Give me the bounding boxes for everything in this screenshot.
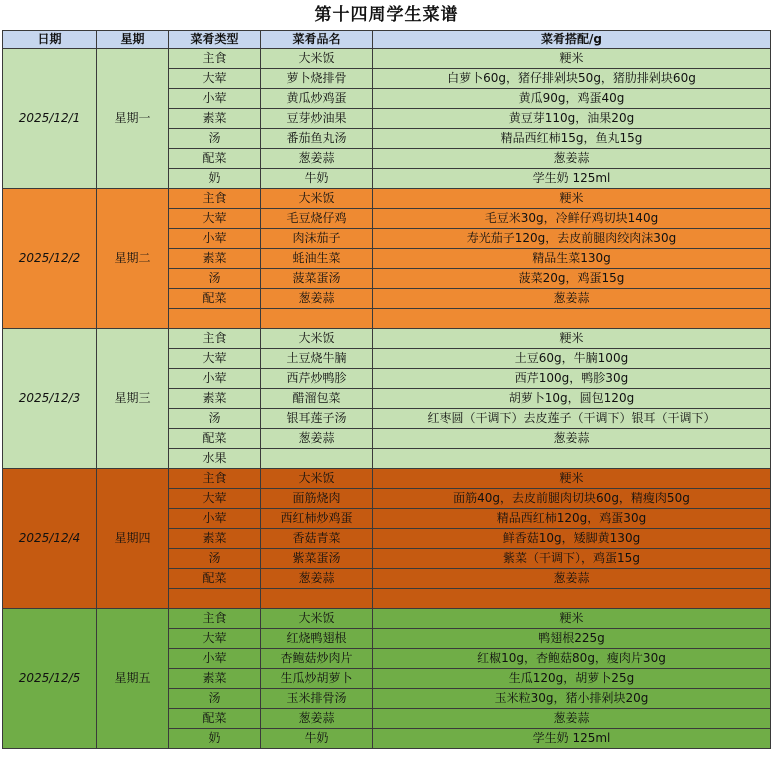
- dish-type-cell: 大荤: [169, 489, 261, 509]
- dish-type-cell: [169, 309, 261, 329]
- dish-type-cell: 素菜: [169, 389, 261, 409]
- day-date: 2025/12/1: [3, 49, 97, 189]
- dish-type-cell: 素菜: [169, 109, 261, 129]
- ingredients-cell: 粳米: [373, 189, 771, 209]
- page-title: 第十四周学生菜谱: [314, 5, 459, 25]
- ingredients-cell: 精品西红柿15g，鱼丸15g: [373, 129, 771, 149]
- dish-type-cell: 素菜: [169, 529, 261, 549]
- ingredients-cell: 玉米粒30g，猪小排剁块20g: [373, 689, 771, 709]
- dish-name-cell: 大米饭: [261, 469, 373, 489]
- day-date: 2025/12/4: [3, 469, 97, 609]
- dish-type-cell: 奶: [169, 729, 261, 749]
- ingredients-cell: [373, 589, 771, 609]
- dish-type-cell: 大荤: [169, 209, 261, 229]
- dish-type-cell: 汤: [169, 269, 261, 289]
- header-dish-type: 菜肴类型: [169, 31, 261, 49]
- day-weekday: 星期四: [97, 469, 169, 609]
- dish-type-cell: 大荤: [169, 349, 261, 369]
- ingredients-cell: 白萝卜60g，猪仔排剁块50g，猪肋排剁块60g: [373, 69, 771, 89]
- header-date: 日期: [3, 31, 97, 49]
- dish-name-cell: [261, 589, 373, 609]
- dish-name-cell: 葱姜蒜: [261, 429, 373, 449]
- day-weekday: 星期三: [97, 329, 169, 469]
- day-weekday: 星期五: [97, 609, 169, 749]
- dish-type-cell: 主食: [169, 49, 261, 69]
- dish-type-cell: 小荤: [169, 229, 261, 249]
- day-weekday: 星期二: [97, 189, 169, 329]
- dish-type-cell: 大荤: [169, 69, 261, 89]
- ingredients-cell: 紫菜（干调下），鸡蛋15g: [373, 549, 771, 569]
- ingredients-cell: 学生奶 125ml: [373, 729, 771, 749]
- dish-type-cell: 小荤: [169, 649, 261, 669]
- dish-name-cell: 毛豆烧仔鸡: [261, 209, 373, 229]
- dish-name-cell: 西芹炒鸭胗: [261, 369, 373, 389]
- dish-name-cell: 玉米排骨汤: [261, 689, 373, 709]
- dish-type-cell: 主食: [169, 469, 261, 489]
- dish-name-cell: 紫菜蛋汤: [261, 549, 373, 569]
- ingredients-cell: 黄豆芽110g，油果20g: [373, 109, 771, 129]
- dish-type-cell: 配菜: [169, 149, 261, 169]
- dish-type-cell: 汤: [169, 689, 261, 709]
- ingredients-cell: 红椒10g，杏鲍菇80g，瘦肉片30g: [373, 649, 771, 669]
- ingredients-cell: 寿光茄子120g，去皮前腿肉绞肉沫30g: [373, 229, 771, 249]
- dish-type-cell: 大荤: [169, 629, 261, 649]
- header-ingredients: 菜肴搭配/g: [373, 31, 771, 49]
- menu-row: [3, 609, 771, 629]
- dish-type-cell: 配菜: [169, 569, 261, 589]
- dish-name-cell: 黄瓜炒鸡蛋: [261, 89, 373, 109]
- day-date: 2025/12/5: [3, 609, 97, 749]
- dish-name-cell: 面筋烧肉: [261, 489, 373, 509]
- menu-row: [3, 469, 771, 489]
- ingredients-cell: 生瓜120g，胡萝卜25g: [373, 669, 771, 689]
- dish-type-cell: 素菜: [169, 249, 261, 269]
- dish-name-cell: 番茄鱼丸汤: [261, 129, 373, 149]
- dish-name-cell: 生瓜炒胡萝卜: [261, 669, 373, 689]
- dish-name-cell: 醋溜包菜: [261, 389, 373, 409]
- menu-table: [2, 30, 771, 749]
- ingredients-cell: 红枣圆（干调下）去皮莲子（干调下）银耳（干调下）: [373, 409, 771, 429]
- header-weekday: 星期: [97, 31, 169, 49]
- dish-type-cell: 主食: [169, 329, 261, 349]
- dish-type-cell: 小荤: [169, 369, 261, 389]
- ingredients-cell: 精品生菜130g: [373, 249, 771, 269]
- ingredients-cell: 黄瓜90g，鸡蛋40g: [373, 89, 771, 109]
- ingredients-cell: 粳米: [373, 469, 771, 489]
- dish-name-cell: 葱姜蒜: [261, 289, 373, 309]
- dish-name-cell: 牛奶: [261, 169, 373, 189]
- ingredients-cell: 粳米: [373, 49, 771, 69]
- dish-type-cell: 主食: [169, 189, 261, 209]
- ingredients-cell: 葱姜蒜: [373, 569, 771, 589]
- dish-name-cell: 大米饭: [261, 189, 373, 209]
- dish-name-cell: 大米饭: [261, 329, 373, 349]
- header-dish-name: 菜肴品名: [261, 31, 373, 49]
- dish-name-cell: 西红柿炒鸡蛋: [261, 509, 373, 529]
- dish-type-cell: 配菜: [169, 429, 261, 449]
- header-row: [3, 31, 771, 49]
- dish-name-cell: [261, 309, 373, 329]
- ingredients-cell: 鲜香菇10g，矮脚黄130g: [373, 529, 771, 549]
- dish-type-cell: 汤: [169, 549, 261, 569]
- ingredients-cell: 土豆60g，牛腩100g: [373, 349, 771, 369]
- ingredients-cell: 学生奶 125ml: [373, 169, 771, 189]
- menu-row: [3, 329, 771, 349]
- dish-name-cell: 葱姜蒜: [261, 149, 373, 169]
- dish-type-cell: 配菜: [169, 709, 261, 729]
- ingredients-cell: 面筋40g，去皮前腿肉切块60g，精瘦肉50g: [373, 489, 771, 509]
- dish-name-cell: [261, 449, 373, 469]
- dish-name-cell: 大米饭: [261, 609, 373, 629]
- ingredients-cell: 西芹100g，鸭胗30g: [373, 369, 771, 389]
- dish-name-cell: 萝卜烧排骨: [261, 69, 373, 89]
- ingredients-cell: 葱姜蒜: [373, 289, 771, 309]
- menu-row: [3, 189, 771, 209]
- dish-type-cell: 素菜: [169, 669, 261, 689]
- dish-name-cell: 土豆烧牛腩: [261, 349, 373, 369]
- ingredients-cell: 精品西红柿120g，鸡蛋30g: [373, 509, 771, 529]
- dish-type-cell: 配菜: [169, 289, 261, 309]
- dish-name-cell: 牛奶: [261, 729, 373, 749]
- dish-type-cell: 小荤: [169, 509, 261, 529]
- ingredients-cell: [373, 449, 771, 469]
- dish-name-cell: 香菇青菜: [261, 529, 373, 549]
- ingredients-cell: 菠菜20g，鸡蛋15g: [373, 269, 771, 289]
- ingredients-cell: 毛豆米30g，冷鲜仔鸡切块140g: [373, 209, 771, 229]
- ingredients-cell: 葱姜蒜: [373, 709, 771, 729]
- ingredients-cell: [373, 309, 771, 329]
- dish-type-cell: 汤: [169, 129, 261, 149]
- dish-name-cell: 银耳莲子汤: [261, 409, 373, 429]
- ingredients-cell: 胡萝卜10g，圆包120g: [373, 389, 771, 409]
- dish-name-cell: 杏鲍菇炒肉片: [261, 649, 373, 669]
- dish-name-cell: 肉沫茄子: [261, 229, 373, 249]
- ingredients-cell: 葱姜蒜: [373, 149, 771, 169]
- dish-name-cell: 菠菜蛋汤: [261, 269, 373, 289]
- day-weekday: 星期一: [97, 49, 169, 189]
- dish-name-cell: 大米饭: [261, 49, 373, 69]
- dish-type-cell: 水果: [169, 449, 261, 469]
- dish-name-cell: 蚝油生菜: [261, 249, 373, 269]
- ingredients-cell: 葱姜蒜: [373, 429, 771, 449]
- ingredients-cell: 粳米: [373, 609, 771, 629]
- dish-name-cell: 葱姜蒜: [261, 569, 373, 589]
- dish-type-cell: 小荤: [169, 89, 261, 109]
- menu-row: [3, 49, 771, 69]
- ingredients-cell: 粳米: [373, 329, 771, 349]
- dish-type-cell: 奶: [169, 169, 261, 189]
- dish-name-cell: 红烧鸭翅根: [261, 629, 373, 649]
- dish-type-cell: 汤: [169, 409, 261, 429]
- ingredients-cell: 鸭翅根225g: [373, 629, 771, 649]
- dish-type-cell: 主食: [169, 609, 261, 629]
- day-date: 2025/12/3: [3, 329, 97, 469]
- dish-name-cell: 豆芽炒油果: [261, 109, 373, 129]
- dish-type-cell: [169, 589, 261, 609]
- day-date: 2025/12/2: [3, 189, 97, 329]
- dish-name-cell: 葱姜蒜: [261, 709, 373, 729]
